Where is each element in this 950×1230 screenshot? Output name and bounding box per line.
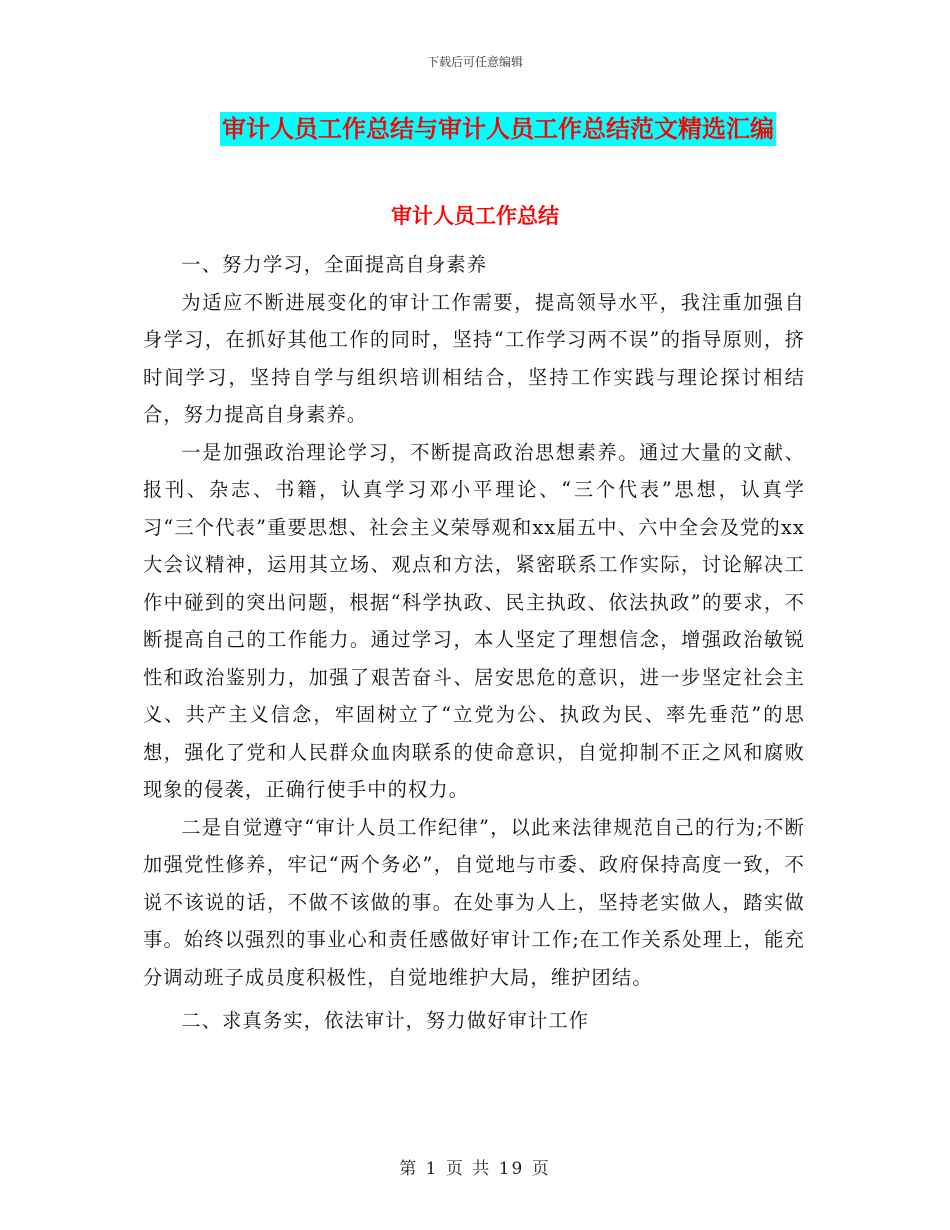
paragraph-2: 一是加强政治理论学习，不断提高政治思想素养。通过大量的文献、报刊、杂志、书籍，认真学习邓小平理论、“三个代表”思想，认真学习“三个代表”重要思想、社会主义荣辱观和xx届五中、六中全会及党的xx大会议精神，运用其立场、观点和方法，紧密联系工作实际，讨论解决工作中碰到的突出问题，根据“科学执政、民主执政、依法执政”的要求，不断提高自己的工作能力。通过学习，本人坚定了理想信念，增强政治敏锐性和政治鉴别力，加强了艰苦奋斗、居安思危的意识，进一步坚定社会主义、共产主义信念，牢固树立了“立党为公、执政为民、率先垂范”的思想，强化了党和人民群众血肉联系的使命意识，自觉抑制不正之风和腐败现象的侵袭，正确行使手中的权力。 <box>143 440 805 801</box>
document-body <box>143 246 805 1040</box>
section-heading-2: 二、求真务实，依法审计，努力做好审计工作 <box>181 1009 590 1032</box>
header-note: 下载后可任意编辑 <box>426 55 523 69</box>
section-heading-1: 一、努力学习，全面提高自身素养 <box>181 253 488 276</box>
paragraph-1: 为适应不断进展变化的审计工作需要，提高领导水平，我注重加强自身学习，在抓好其他工作的同时，坚持“工作学习两不误”的指导原则，挤时间学习，坚持自学与组织培训相结合，坚持工作实践与理论探讨相结合，努力提高自身素养。 <box>143 290 805 426</box>
paragraph-3: 二是自觉遵守“审计人员工作纪律”，以此来法律规范自己的行为;不断加强党性修养，牢记“两个务必”，自觉地与市委、政府保持高度一致，不说不该说的话，不做不该做的事。在处事为人上，坚持老实做人，踏实做事。始终以强烈的事业心和责任感做好审计工作;在工作关系处理上，能充分调动班子成员度积极性，自觉地维护大局，维护团结。 <box>143 815 805 989</box>
page-footer: 第 1 页 共 19 页 <box>399 1159 551 1179</box>
document-title: 审计人员工作总结与审计人员工作总结范文精选汇编 <box>220 112 776 146</box>
main-title-wrap <box>0 112 950 146</box>
section-title: 审计人员工作总结 <box>391 204 559 228</box>
